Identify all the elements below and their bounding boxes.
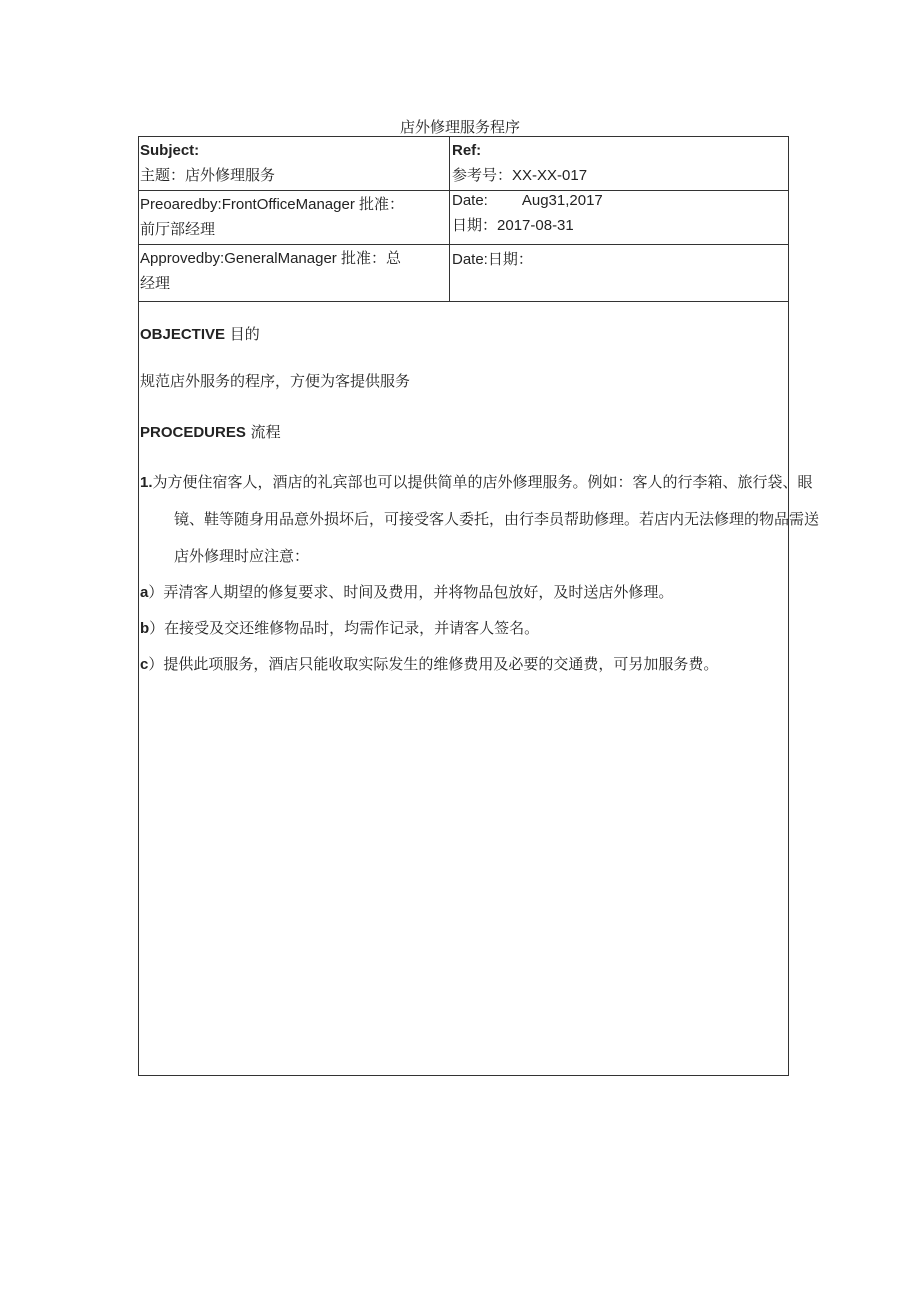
procedure-item-c [140, 646, 804, 683]
item-b-text: ）在接受及交还维修物品时，均需作记录，并请客人签名。 [149, 619, 540, 637]
subject-cell [140, 139, 275, 187]
date1-cn-line [452, 213, 603, 238]
date1-cell [452, 189, 603, 238]
approved-cell [140, 247, 445, 295]
date1-value: Aug31,2017 [521, 192, 603, 209]
procedures-heading-en: PROCEDURES [140, 424, 246, 441]
item1-number: 1. [140, 474, 153, 491]
procedure-item-b [140, 610, 788, 647]
item-c-text: ）提供此项服务，酒店只能收取实际发生的维修费用及必要的交通费，可另加服务费。 [148, 655, 719, 673]
objective-heading-en: OBJECTIVE [140, 326, 226, 343]
item-a-label: a [140, 584, 149, 601]
row-divider-2 [139, 244, 788, 245]
row-divider-3 [139, 301, 788, 302]
prepared-text-line2: 前厅部经理 [140, 220, 216, 238]
ref-label: Ref: [452, 142, 482, 159]
procedures-heading [140, 421, 281, 442]
approved-text: Approvedby:GeneralManager 批准：总 [140, 250, 401, 267]
date2-line [452, 247, 533, 272]
prepared-text: Preoaredby:FrontOfficeManager 批准： [140, 196, 405, 213]
ref-prefix: 参考号： [452, 166, 513, 184]
objective-heading-cn: 目的 [225, 325, 260, 343]
item-b-label: b [140, 620, 150, 637]
date1-cn-prefix: 日期： [452, 216, 498, 234]
item1-text: 为方便住宿客人，酒店的礼宾部也可以提供简单的店外修理服务。例如：客人的行李箱、旅行袋、眼镜、鞋等随身用品意外损坏后，可接受客人委托，由行李员帮助修理。若店内无法修理的物品需送店外修理时应注意： [152, 473, 820, 565]
document-title: 店外修理服务程序 [399, 118, 520, 136]
procedure-item-a [140, 574, 788, 611]
subject-label: Subject: [140, 142, 200, 159]
approved-text-line2: 经理 [140, 274, 171, 292]
ref-value [452, 163, 587, 188]
subject-value: 主题：店外修理服务 [140, 166, 276, 184]
ref-cell [452, 139, 587, 188]
objective-text: 规范店外服务的程序，方便为客提供服务 [140, 372, 411, 390]
date1-cn-value: 2017-08-31 [497, 217, 574, 234]
date2-cn: 日期： [487, 250, 533, 268]
date1-label: Date: [452, 192, 488, 209]
ref-code: XX-XX-017 [512, 167, 588, 184]
prepared-cell [140, 193, 445, 241]
objective-heading [140, 323, 260, 344]
procedures-heading-cn: 流程 [245, 423, 281, 441]
procedure-item-1 [140, 464, 822, 575]
column-divider [449, 137, 450, 302]
item-c-label: c [140, 656, 149, 673]
form-frame [138, 136, 820, 1076]
date1-line [452, 189, 603, 213]
date2-label: Date: [452, 251, 488, 268]
date2-cell [452, 247, 533, 272]
item-a-text: ）弄清客人期望的修复要求、时间及费用，并将物品包放好，及时送店外修理。 [148, 583, 674, 601]
